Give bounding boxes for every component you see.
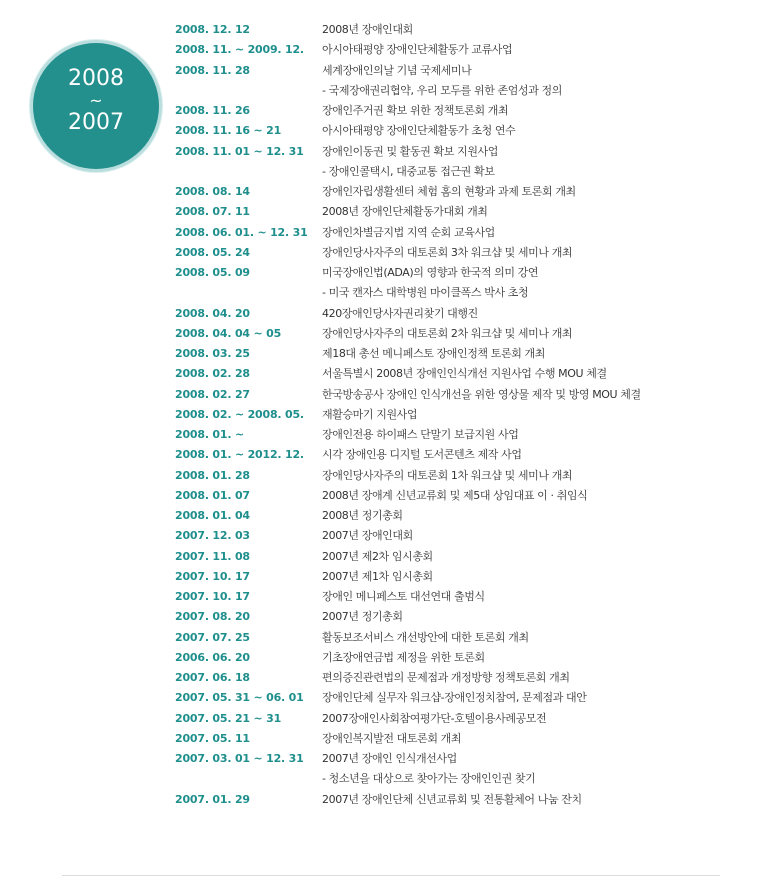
timeline-date: 2008. 02. ~ 2008. 05.	[175, 407, 304, 421]
timeline-row	[0, 182, 780, 202]
timeline-description: - 청소년을 대상으로 찾아가는 장애인인권 찾기	[322, 772, 536, 786]
history-timeline	[0, 20, 780, 810]
timeline-row	[0, 790, 780, 810]
timeline-description: 2008년 장애인대회	[322, 23, 413, 36]
timeline-date: 2007. 03. 01 ~ 12. 31	[175, 752, 304, 765]
timeline-description: 기초장애연금법 제정을 위한 토론회	[322, 650, 485, 664]
timeline-description: 2008년 장애인단체활동가대회 개최	[322, 205, 488, 219]
timeline-row	[0, 587, 780, 607]
timeline-date: 2007. 07. 25	[175, 630, 250, 644]
timeline-row	[0, 486, 780, 506]
timeline-date: 2008. 02. 27	[175, 387, 250, 401]
timeline-date: 2007. 12. 03	[175, 529, 250, 543]
timeline-description: 제18대 총선 메니페스토 장애인정책 토론회 개최	[322, 347, 545, 360]
timeline-description: 장애인당사자주의 대토론회 2차 워크샵 및 세미나 개최	[322, 326, 573, 340]
timeline-description: - 장애인콜택시, 대중교통 접근권 확보	[322, 164, 495, 178]
timeline-row	[0, 202, 780, 222]
timeline-description: 편의증진관련법의 문제점과 개정방향 정책토론회 개최	[322, 671, 570, 684]
timeline-row	[0, 283, 780, 303]
timeline-date: 2007. 10. 17	[175, 569, 250, 583]
timeline-description: 2007년 제2차 임시총회	[322, 549, 433, 563]
timeline-row	[0, 263, 780, 283]
badge-separator: ~	[89, 91, 103, 110]
timeline-date: 2008. 07. 11	[175, 205, 250, 219]
timeline-date: 2008. 01. 07	[175, 488, 250, 502]
timeline-date: 2008. 05. 24	[175, 245, 250, 259]
timeline-date: 2008. 03. 25	[175, 347, 250, 360]
timeline-row	[0, 243, 780, 263]
timeline-description: - 미국 캔자스 대학병원 마이클폭스 박사 초청	[322, 286, 529, 300]
timeline-description: 2008년 정기총회	[322, 509, 403, 522]
timeline-row	[0, 344, 780, 364]
timeline-row	[0, 425, 780, 445]
timeline-row	[0, 61, 780, 81]
timeline-row	[0, 101, 780, 121]
timeline-description: 2008년 장애계 신년교류회 및 제5대 상임대표 이 · 취임식	[322, 488, 588, 502]
timeline-description: 재활승마기 지원사업	[322, 407, 418, 421]
timeline-date: 2007. 06. 18	[175, 671, 250, 684]
timeline-date: 2008. 08. 14	[175, 185, 250, 198]
timeline-description: 2007장애인사회참여평가단-호텔이용사례공모전	[322, 711, 547, 725]
timeline-row	[0, 466, 780, 486]
timeline-row	[0, 749, 780, 769]
badge-year-bottom: 2007	[68, 110, 124, 135]
timeline-description: 한국방송공사 장애인 인식개선을 위한 영상물 제작 및 방영 MOU 체결	[322, 387, 641, 401]
timeline-date: 2008. 04. 04 ~ 05	[175, 326, 282, 340]
timeline-row	[0, 709, 780, 729]
timeline-description: 2007년 장애인단체 신년교류회 및 전통활체어 나눔 잔치	[322, 792, 582, 806]
timeline-date: 2008. 11. 28	[175, 63, 250, 77]
timeline-description: 장애인이동권 및 활동권 확보 지원사업	[322, 144, 499, 158]
badge-year-top: 2008	[68, 66, 124, 91]
timeline-date: 2006. 06. 20	[175, 650, 250, 664]
timeline-date: 2007. 10. 17	[175, 590, 250, 603]
timeline-date: 2008. 11. 16 ~ 21	[175, 124, 282, 138]
timeline-description: 장애인복지발전 대토론회 개최	[322, 731, 462, 745]
timeline-description: 활동보조서비스 개선방안에 대한 토론회 개최	[322, 630, 529, 644]
timeline-date: 2007. 08. 20	[175, 610, 250, 624]
timeline-description: 장애인주거권 확보 위한 정책토론회 개최	[322, 104, 509, 117]
timeline-row	[0, 385, 780, 405]
timeline-date: 2007. 05. 21 ~ 31	[175, 711, 282, 725]
timeline-date: 2007. 05. 31 ~ 06. 01	[175, 691, 304, 705]
timeline-description: 서울특별시 2008년 장애인인식개선 지원사업 수행 MOU 체결	[322, 367, 607, 381]
timeline-description: 시각 장애인용 디지털 도서콘텐츠 제작 사업	[322, 448, 522, 462]
timeline-row	[0, 688, 780, 708]
timeline-date: 2008. 01. ~	[175, 428, 244, 441]
timeline-date: 2008. 12. 12	[175, 23, 250, 36]
timeline-row	[0, 729, 780, 749]
timeline-row	[0, 142, 780, 162]
timeline-description: 미국장애인법(ADA)의 영향과 한국적 의미 강연	[322, 266, 539, 279]
timeline-row	[0, 547, 780, 567]
timeline-date: 2008. 01. ~ 2012. 12.	[175, 448, 304, 462]
timeline-row	[0, 304, 780, 324]
timeline-description: 장애인자립생활센터 체험 홈의 현황과 과제 토론회 개최	[322, 185, 576, 198]
timeline-row	[0, 668, 780, 688]
timeline-date: 2008. 11. 26	[175, 104, 250, 117]
timeline-description: 장애인 메니페스토 대선연대 출범식	[322, 590, 485, 603]
timeline-description: 장애인당사자주의 대토론회 1차 워크샵 및 세미나 개최	[322, 468, 573, 482]
timeline-row	[0, 81, 780, 101]
timeline-description: 2007년 장애인대회	[322, 529, 413, 543]
timeline-date: 2008. 11. 01 ~ 12. 31	[175, 144, 304, 158]
timeline-date: 2008. 01. 28	[175, 468, 250, 482]
timeline-date: 2007. 01. 29	[175, 792, 250, 806]
timeline-description: 2007년 정기총회	[322, 610, 403, 624]
timeline-row	[0, 20, 780, 40]
timeline-date: 2008. 11. ~ 2009. 12.	[175, 43, 304, 57]
timeline-row	[0, 324, 780, 344]
timeline-date: 2007. 11. 08	[175, 549, 250, 563]
timeline-row	[0, 364, 780, 384]
timeline-description: 아시아태평양 장애인단체활동가 교류사업	[322, 43, 513, 57]
timeline-row	[0, 506, 780, 526]
timeline-description: 아시아태평양 장애인단체활동가 초청 연수	[322, 124, 516, 138]
timeline-row	[0, 526, 780, 546]
timeline-row	[0, 445, 780, 465]
timeline-description: - 국제장애권리협약, 우리 모두를 위한 존엄성과 정의	[322, 83, 562, 97]
timeline-row	[0, 769, 780, 789]
timeline-date: 2008. 01. 04	[175, 509, 250, 522]
timeline-date: 2008. 04. 20	[175, 306, 250, 320]
timeline-description: 장애인차별금지법 지역 순회 교육사업	[322, 225, 495, 239]
timeline-row	[0, 40, 780, 60]
timeline-row	[0, 405, 780, 425]
timeline-row	[0, 567, 780, 587]
timeline-row	[0, 162, 780, 182]
timeline-date: 2007. 05. 11	[175, 731, 250, 745]
timeline-date: 2008. 05. 09	[175, 266, 250, 279]
timeline-description: 세계장애인의날 기념 국제세미나	[322, 63, 472, 77]
timeline-description: 2007년 제1차 임시총회	[322, 569, 433, 583]
timeline-description: 장애인당사자주의 대토론회 3차 워크샵 및 세미나 개최	[322, 245, 573, 259]
timeline-row	[0, 648, 780, 668]
timeline-row	[0, 121, 780, 141]
timeline-date: 2008. 02. 28	[175, 367, 250, 381]
timeline-date: 2008. 06. 01. ~ 12. 31	[175, 225, 308, 239]
timeline-row	[0, 607, 780, 627]
timeline-description: 장애인단체 실무자 워크샵-장애인정치참여, 문제점과 대안	[322, 691, 587, 705]
timeline-row	[0, 223, 780, 243]
timeline-description: 장애인전용 하이패스 단말기 보급지원 사업	[322, 428, 519, 441]
timeline-description: 420장애인당사자권리찾기 대행진	[322, 306, 478, 320]
timeline-row	[0, 628, 780, 648]
timeline-description: 2007년 장애인 인식개선사업	[322, 752, 457, 765]
footer-divider	[62, 875, 720, 876]
